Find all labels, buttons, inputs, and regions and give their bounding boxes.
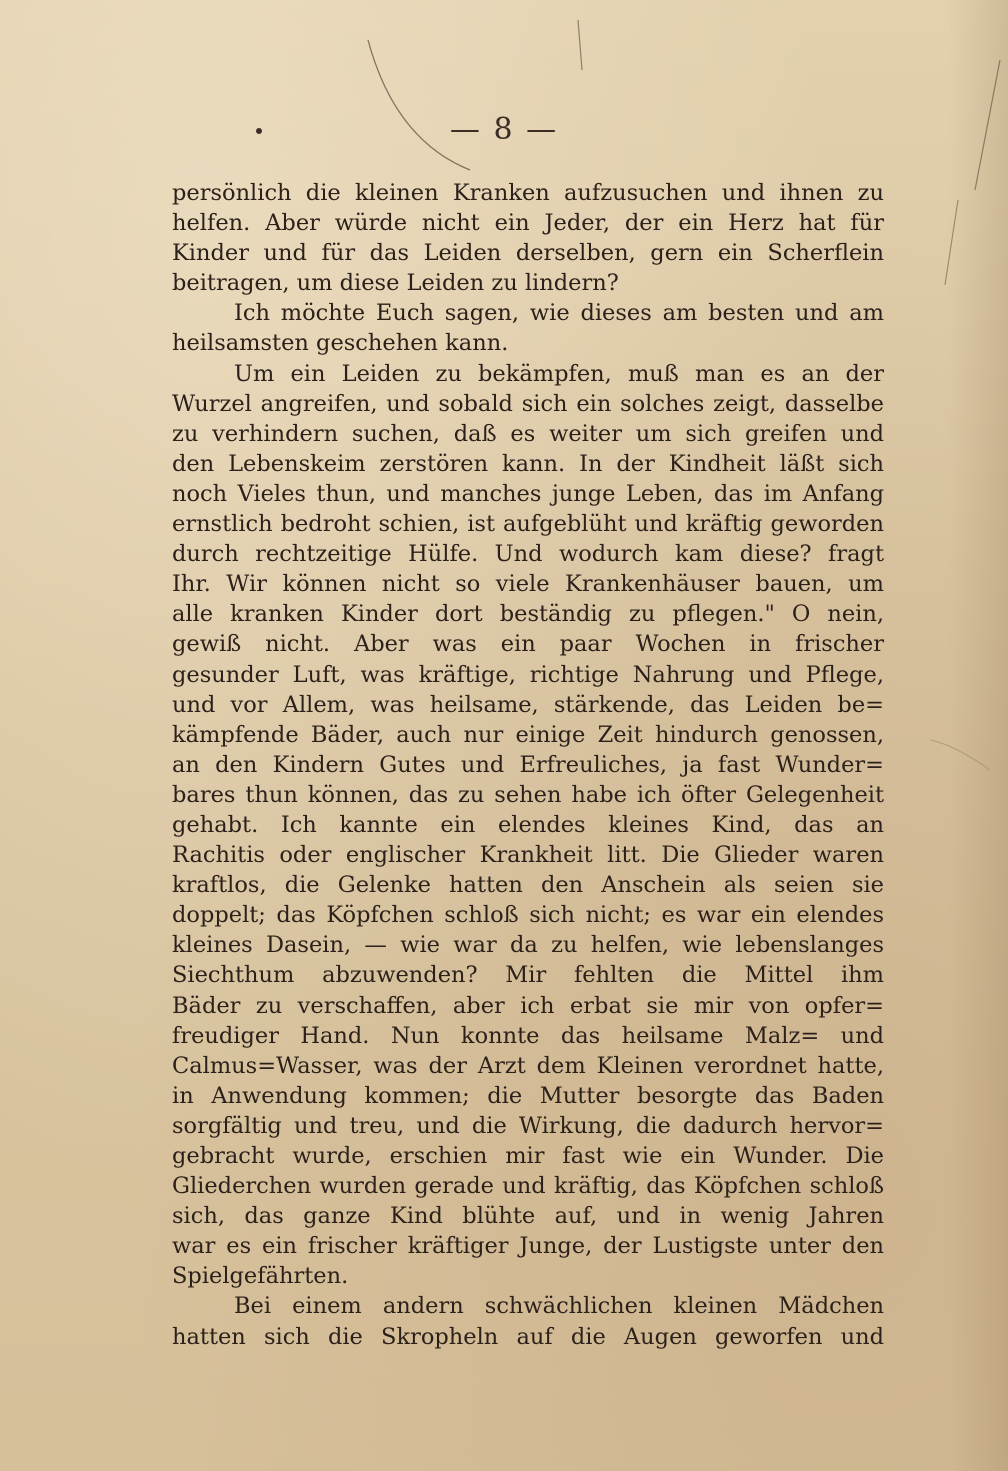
text-line: Ihr. Wir können nicht so viele Krankenhäuser bauen, um [172, 571, 884, 598]
text-line: Bäder zu verschaffen, aber ich erbat sie mir von opfer= [172, 992, 884, 1019]
text-line: kraftlos, die Gelenke hatten den Anschein als seien sie [172, 872, 884, 899]
text-line: heilsamsten geschehen kann. [172, 330, 509, 357]
text-line: doppelt; das Köpfchen schloß sich nicht; es war ein elendes [172, 902, 884, 929]
text-line: und vor Allem, was heilsame, stärkende, das Leiden be= [172, 691, 884, 718]
text-line: gebracht wurde, erschien mir fast wie ein Wunder. Die [172, 1143, 884, 1169]
text-line: an den Kindern Gutes und Erfreuliches, ja fast Wunder= [172, 751, 884, 778]
body-text [172, 178, 884, 1352]
text-line: kämpfende Bäder, auch nur einige Zeit hindurch genossen, [172, 721, 884, 748]
text-line: Siechthum abzuwenden? Mir fehlten die Mittel ihm [172, 962, 884, 989]
text-line: kleines Dasein, — wie war da zu helfen, wie lebenslanges [172, 932, 884, 959]
text-line: freudiger Hand. Nun konnte das heilsame Malz= und [172, 1022, 884, 1049]
text-line: in Anwendung kommen; die Mutter besorgte das Baden [172, 1082, 884, 1109]
text-line: Spielgefährten. [172, 1263, 349, 1290]
text-line: den Lebenskeim zerstören kann. In der Kindheit läßt sich [172, 450, 884, 477]
text-line: Kinder und für das Leiden derselben, gern ein Scherflein [172, 240, 884, 267]
text-line: bares thun können, das zu sehen habe ich öfter Gelegenheit [172, 781, 884, 808]
page-edge-shadow [948, 0, 1008, 1471]
text-line: Gliederchen wurden gerade und kräftig, das Köpfchen schloß [172, 1173, 884, 1200]
text-line: ernstlich bedroht schien, ist aufgeblüht und kräftig geworden [172, 511, 884, 538]
text-line: hatten sich die Skropheln auf die Augen geworfen und [172, 1323, 884, 1350]
text-line: war es ein frischer kräftiger Junge, der Lustigste unter den [172, 1233, 884, 1260]
text-line: sorgfältig und treu, und die Wirkung, die dadurch hervor= [172, 1112, 884, 1139]
text-line: noch Vieles thun, und manches junge Leben, das im Anfang [172, 480, 884, 507]
text-line: persönlich die kleinen Kranken aufzusuchen und ihnen zu [172, 180, 884, 206]
page-number: — 8 — [449, 112, 559, 147]
text-line: Calmus=Wasser, was der Arzt dem Kleinen verordnet hatte, [172, 1052, 884, 1079]
text-line: zu verhindern suchen, daß es weiter um sich greifen und [172, 420, 884, 447]
text-line: Rachitis oder englischer Krankheit litt. Die Glieder waren [172, 842, 884, 869]
text-line: gesunder Luft, was kräftige, richtige Nahrung und Pflege, [172, 661, 884, 688]
text-line: Um ein Leiden zu bekämpfen, muß man es an der [234, 360, 884, 387]
text-line: durch rechtzeitige Hülfe. Und wodurch kam diese? fragt [172, 541, 884, 568]
text-line: gehabt. Ich kannte ein elendes kleines Kind, das an [172, 811, 884, 838]
text-line: Wurzel angreifen, und sobald sich ein solches zeigt, dasselbe [172, 390, 884, 417]
text-line: Ich möchte Euch sagen, wie dieses am besten und am [234, 300, 884, 327]
text-line: Bei einem andern schwächlichen kleinen Mädchen [234, 1293, 884, 1320]
text-line: beitragen, um diese Leiden zu lindern? [172, 270, 619, 297]
text-line: gewiß nicht. Aber was ein paar Wochen in frischer [172, 631, 884, 658]
text-line: sich, das ganze Kind blühte auf, und in wenig Jahren [172, 1203, 884, 1230]
text-line: helfen. Aber würde nicht ein Jeder, der ein Herz hat für [172, 210, 884, 237]
text-line: alle kranken Kinder dort beständig zu pflegen." O nein, [172, 601, 884, 628]
